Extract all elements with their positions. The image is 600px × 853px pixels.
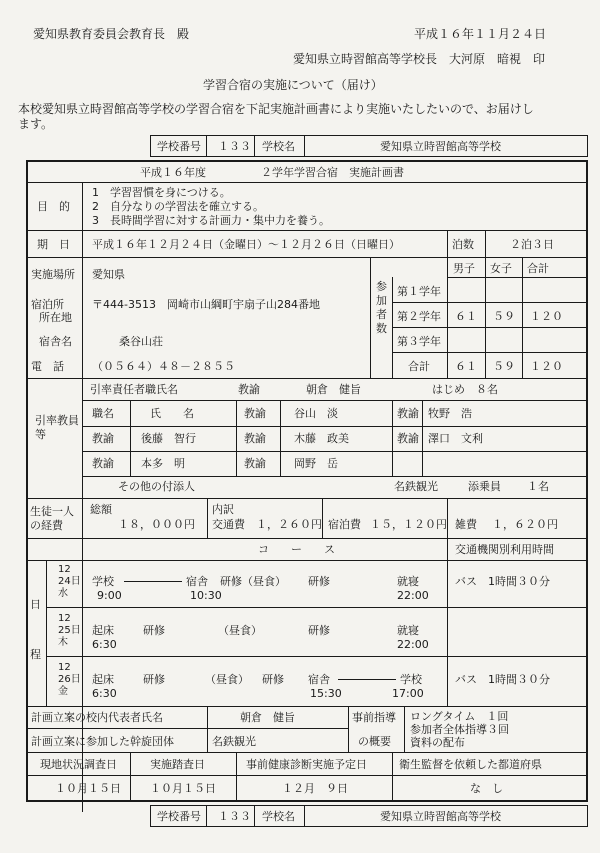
guidance-item: ロングタイム １回: [410, 710, 509, 723]
planner-label: 計画立案の校内代表者氏名: [31, 711, 163, 724]
survey-value: １０月１５日: [55, 782, 121, 795]
teachers-label: 等: [35, 428, 46, 441]
course-step: 研修: [143, 624, 165, 637]
course-time: 15:30: [310, 687, 342, 700]
participants-label: 加: [376, 294, 387, 307]
survey-header: 実施踏査日: [150, 758, 205, 771]
leader-label: 引率責任者職氏名: [90, 383, 178, 396]
teacher-name: 谷山 淡: [294, 407, 338, 420]
cost-label: の経費: [30, 519, 63, 532]
transport-time: バス 1時間３０分: [455, 575, 550, 588]
sum-label: 合計: [408, 360, 430, 373]
guidance-item: 資料の配布: [410, 736, 465, 749]
teacher-name: 澤口 文利: [428, 432, 483, 445]
course-step: 研修: [262, 673, 284, 686]
transport-time: バス 1時間３０分: [455, 673, 550, 686]
nights-value: ２泊３日: [510, 238, 554, 251]
day-date: 24日: [58, 576, 81, 587]
lodging-name: 桑谷山荘: [119, 335, 163, 348]
purpose-item: 3 長時間学習に対する計画力・集中力を養う。: [92, 214, 330, 227]
school-number: １３３: [218, 140, 251, 153]
period-value: 平成１６年１２月２４日（金曜日）〜１２月２６日（日曜日）: [92, 238, 400, 251]
purpose-item: 2 自分なりの学習法を確立する。: [92, 200, 264, 213]
footer-school-name: 愛知県立時習館高等学校: [380, 810, 501, 823]
header-total: 合計: [527, 262, 549, 275]
period-label: 期 日: [37, 238, 70, 251]
teacher-title: 教諭: [397, 407, 419, 420]
misc-cost: １，６２０円: [492, 518, 558, 531]
purpose-item: 1 学習習慣を身につける。: [92, 186, 231, 199]
addressee: 愛知県教育委員会教育長 殿: [33, 27, 190, 41]
misc-cost-label: 雑費: [455, 518, 477, 531]
footer-name-label: 学校名: [262, 810, 295, 823]
teacher-title: 教諭: [244, 457, 266, 470]
course-step: 学校: [400, 673, 422, 686]
day-dow: 木: [58, 637, 68, 648]
participants-label: 者: [376, 308, 387, 321]
lodging-address-label: 宿泊所: [31, 298, 64, 311]
course-time: 6:30: [92, 687, 117, 700]
course-step: （昼食）: [218, 624, 262, 637]
male-count: ６１: [455, 310, 477, 323]
day-month: 12: [58, 613, 71, 624]
place-label: 実施場所: [31, 268, 75, 281]
teacher-name: 木藤 政美: [294, 432, 349, 445]
teacher-title: 教諭: [397, 432, 419, 445]
day-month: 12: [58, 662, 71, 673]
agency-name: 名鉄観光: [212, 735, 256, 748]
sender: 愛知県立時習館高等学校長 大河原 暗視 印: [293, 52, 546, 66]
course-step: 宿舎: [186, 575, 208, 588]
teacher-title: 教諭: [244, 407, 266, 420]
course-step: 研修: [308, 624, 330, 637]
header-male: 男子: [453, 262, 475, 275]
agency-label: 計画立案に参加した幹旋団体: [31, 735, 174, 748]
others-role: 添乗員: [468, 480, 501, 493]
planner-name: 朝倉 健旨: [240, 711, 295, 724]
course-step: 起床: [92, 624, 114, 637]
survey-value: １２月 ９日: [282, 782, 348, 795]
transport-cost: １，２６０円: [256, 518, 322, 531]
document-title: 学習合宿の実施について（届け）: [203, 78, 383, 92]
day-date: 25日: [58, 625, 81, 636]
guidance-label: の概要: [358, 735, 391, 748]
course-step: 就寝: [397, 575, 419, 588]
course-time: 22:00: [397, 638, 429, 651]
lodging-cost-label: 宿泊費: [328, 518, 361, 531]
day-month: 12: [58, 564, 71, 575]
teacher-title: 教諭: [92, 432, 114, 445]
guidance-item: 参加者全体指導３回: [410, 723, 509, 736]
grade-label: 第１学年: [397, 285, 441, 298]
teacher-name: 後藤 智行: [141, 432, 196, 445]
female-count: ５９: [493, 360, 515, 373]
phone-label: 電 話: [31, 360, 64, 373]
leader-title: 教諭: [238, 383, 260, 396]
teacher-name: 牧野 浩: [428, 407, 472, 420]
survey-value: １０月１５日: [150, 782, 216, 795]
teacher-count: はじめ ８名: [432, 383, 498, 396]
lodging-name-label: 宿舎名: [39, 335, 72, 348]
header-female: 女子: [490, 262, 512, 275]
body-text-line2: ます。: [18, 117, 54, 131]
total-count: １２０: [530, 360, 563, 373]
female-count: ５９: [493, 310, 515, 323]
others-count: １名: [527, 480, 549, 493]
survey-header: 事前健康診断実施予定日: [246, 758, 367, 771]
purpose-label: 目 的: [37, 200, 70, 213]
school-number-label: 学校番号: [157, 140, 201, 153]
header-job: 職名: [92, 407, 114, 420]
course-step: 研修（昼食）: [220, 575, 286, 588]
others-label: その他の付添人: [118, 480, 195, 493]
grade-label: 第２学年: [397, 310, 441, 323]
total-cost-label: 総額: [90, 503, 112, 516]
participants-label: 参: [376, 280, 387, 293]
survey-value: な し: [470, 782, 503, 795]
course-step: 就寝: [397, 624, 419, 637]
document-date: 平成１６年１１月２４日: [414, 27, 547, 41]
lodging-cost: １５，１２０円: [370, 518, 447, 531]
course-time: 10:30: [190, 589, 222, 602]
teacher-name: 本多 明: [141, 457, 185, 470]
teachers-label: 引率教員: [35, 414, 79, 427]
day-dow: 水: [58, 588, 68, 599]
course-time: 6:30: [92, 638, 117, 651]
grade-label: 第３学年: [397, 335, 441, 348]
total-cost: １８，０００円: [118, 518, 195, 531]
breakdown-label: 内訳: [212, 503, 234, 516]
lodging-address-label: 所在地: [39, 311, 72, 324]
teacher-title: 教諭: [244, 432, 266, 445]
header-name: 氏 名: [150, 407, 194, 420]
course-step: 学校: [92, 575, 114, 588]
survey-header: 衛生監督を依頼した都道府県: [399, 758, 542, 771]
nights-label: 泊数: [452, 238, 474, 251]
survey-header: 現地状況調査日: [40, 758, 117, 771]
course-step: 研修: [143, 673, 165, 686]
day-dow: 金: [58, 686, 68, 697]
course-time: 22:00: [397, 589, 429, 602]
lodging-address: 〒444-3513 岡崎市山綱町宇扇子山284番地: [92, 298, 320, 311]
transport-header: 交通機関別利用時間: [455, 543, 554, 556]
body-text-line1: 本校愛知県立時習館高等学校の学習合宿を下記実施計画書により実施いたしたいので、お届けし: [18, 102, 534, 116]
course-time: 9:00: [97, 589, 122, 602]
schedule-label: 程: [30, 648, 41, 661]
place-value: 愛知県: [92, 268, 125, 281]
course-step: 起床: [92, 673, 114, 686]
others-company: 名鉄観光: [394, 480, 438, 493]
teacher-name: 岡野 岳: [294, 457, 338, 470]
teacher-title: 教諭: [92, 457, 114, 470]
participants-label: 数: [376, 322, 387, 335]
footer-number: １３３: [218, 810, 251, 823]
cost-label: 生徒一人: [30, 505, 74, 518]
guidance-label: 事前指導: [352, 711, 396, 724]
total-count: １２０: [530, 310, 563, 323]
phone-value: （０５６４）４８－２８５５: [92, 360, 235, 373]
course-step: 宿舎: [308, 673, 330, 686]
schedule-label: 日: [30, 598, 41, 611]
male-count: ６１: [455, 360, 477, 373]
day-date: 26日: [58, 674, 81, 685]
course-step: 研修: [308, 575, 330, 588]
course-time: 17:00: [392, 687, 424, 700]
footer-number-label: 学校番号: [157, 810, 201, 823]
course-label: コ ー ス: [258, 543, 335, 556]
transport-cost-label: 交通費: [212, 518, 245, 531]
school-name: 愛知県立時習館高等学校: [380, 140, 501, 153]
school-name-label: 学校名: [262, 140, 295, 153]
plan-title: 平成１６年度 ２学年学習合宿 実施計画書: [140, 166, 404, 179]
course-step: （昼食）: [205, 673, 249, 686]
leader-name: 朝倉 健旨: [306, 383, 361, 396]
